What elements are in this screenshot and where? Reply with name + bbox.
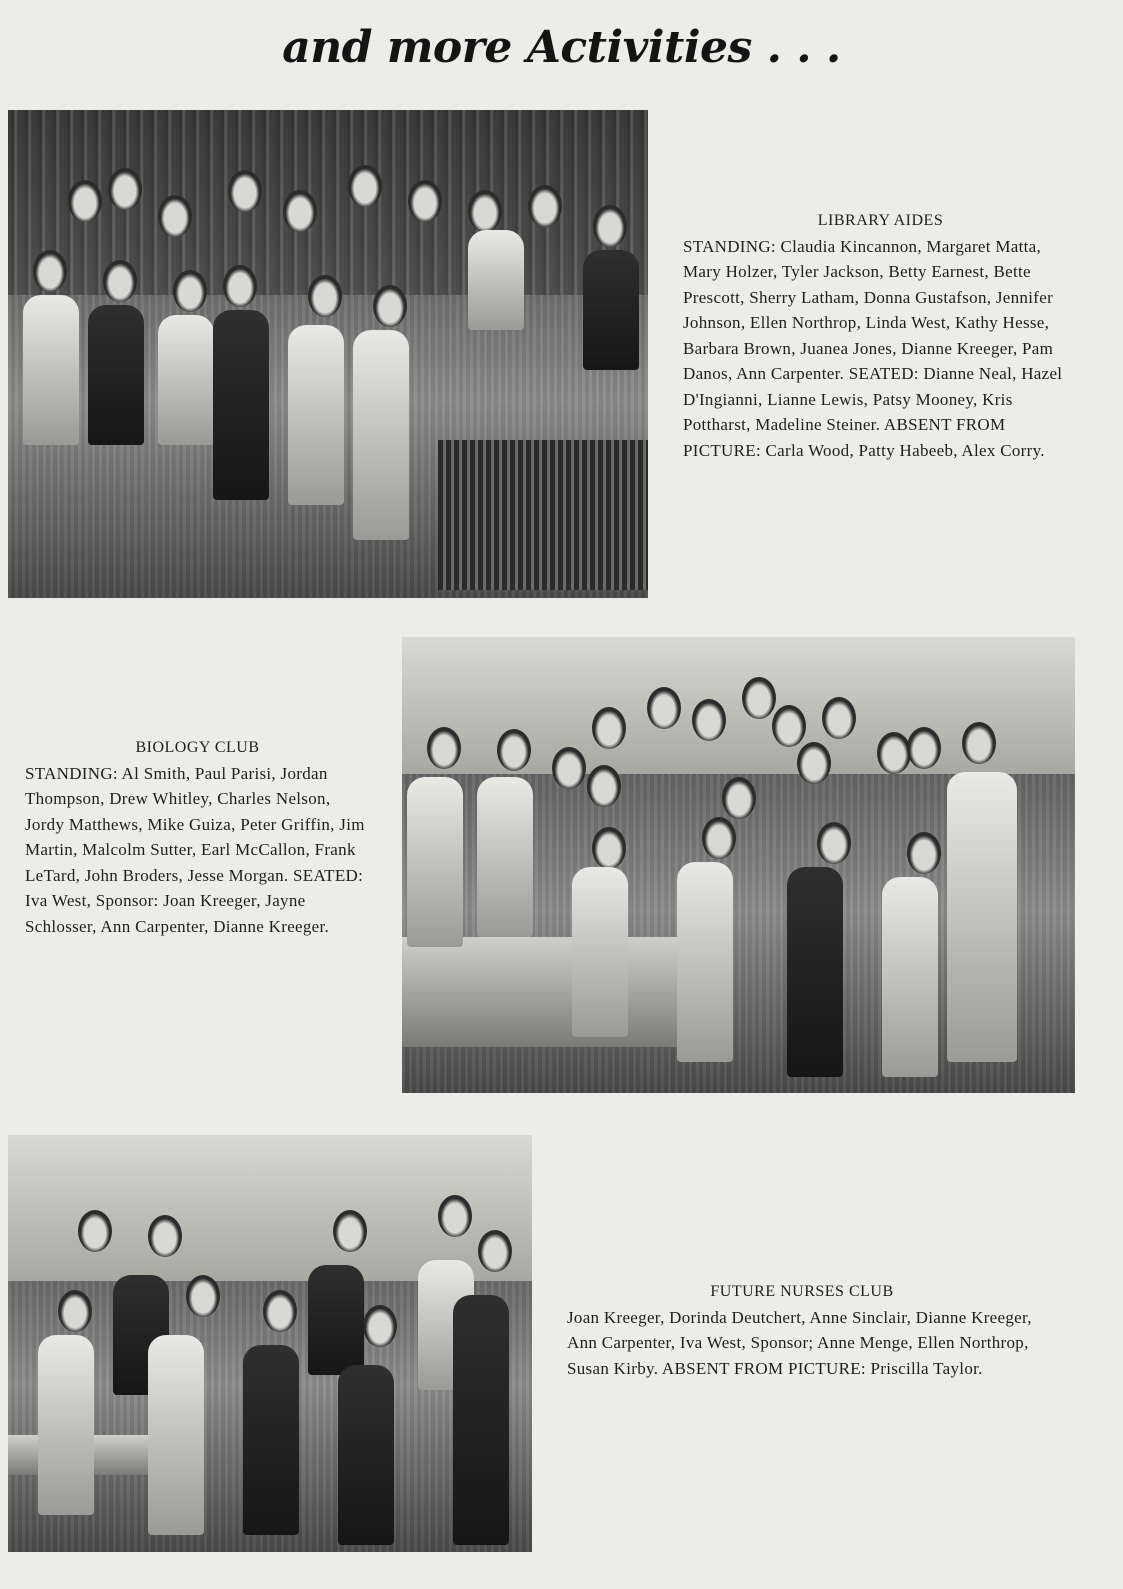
future-nurses-photo [8, 1135, 532, 1552]
future-nurses-caption [567, 1279, 1037, 1381]
library-aides-title: LIBRARY AIDES [817, 212, 944, 229]
future-nurses-title: FUTURE NURSES CLUB [710, 1283, 894, 1300]
library-aides-photo [8, 110, 648, 598]
biology-club-title: BIOLOGY CLUB [135, 739, 260, 756]
library-aides-body: STANDING: Claudia Kincannon, Margaret Matta, Mary Holzer, Tyler Jackson, Betty Earnest, Bette Prescott, Sherry Latham, Donna Gustafson, Jennifer Johnson, Ellen Northrop, Linda West, Kathy Hesse, Barbara Brown, Juanea Jones, Dianne Kreeger, Pam Danos, Ann Carpenter. SEATED: Dianne Neal, Hazel D'Ingianni, Lianne Lewis, Patsy Mooney, Kris Pottharst, Madeline Steiner. ABSENT FROM PICTURE: Carla Wood, Patty Habeeb, Alex Corry. [683, 236, 1063, 460]
future-nurses-body: Joan Kreeger, Dorinda Deutchert, Anne Sinclair, Dianne Kreeger, Ann Carpenter, Iva West, Sponsor; Anne Menge, Ellen Northrop, Susan Kirby. ABSENT FROM PICTURE: Priscilla Taylor. [567, 1307, 1032, 1378]
library-aides-caption [683, 208, 1078, 463]
page-heading: and more Activities . . . [282, 22, 841, 73]
biology-club-photo [402, 637, 1075, 1093]
biology-club-caption [25, 735, 370, 939]
biology-club-body: STANDING: Al Smith, Paul Parisi, Jordan Thompson, Drew Whitley, Charles Nelson, Jordy Matthews, Mike Guiza, Peter Griffin, Jim Martin, Malcolm Sutter, Earl McCallon, Frank LeTard, John Broders, Jesse Morgan. SEATED: Iva West, Sponsor: Joan Kreeger, Jayne Schlosser, Ann Carpenter, Dianne Kreeger. [25, 763, 365, 936]
